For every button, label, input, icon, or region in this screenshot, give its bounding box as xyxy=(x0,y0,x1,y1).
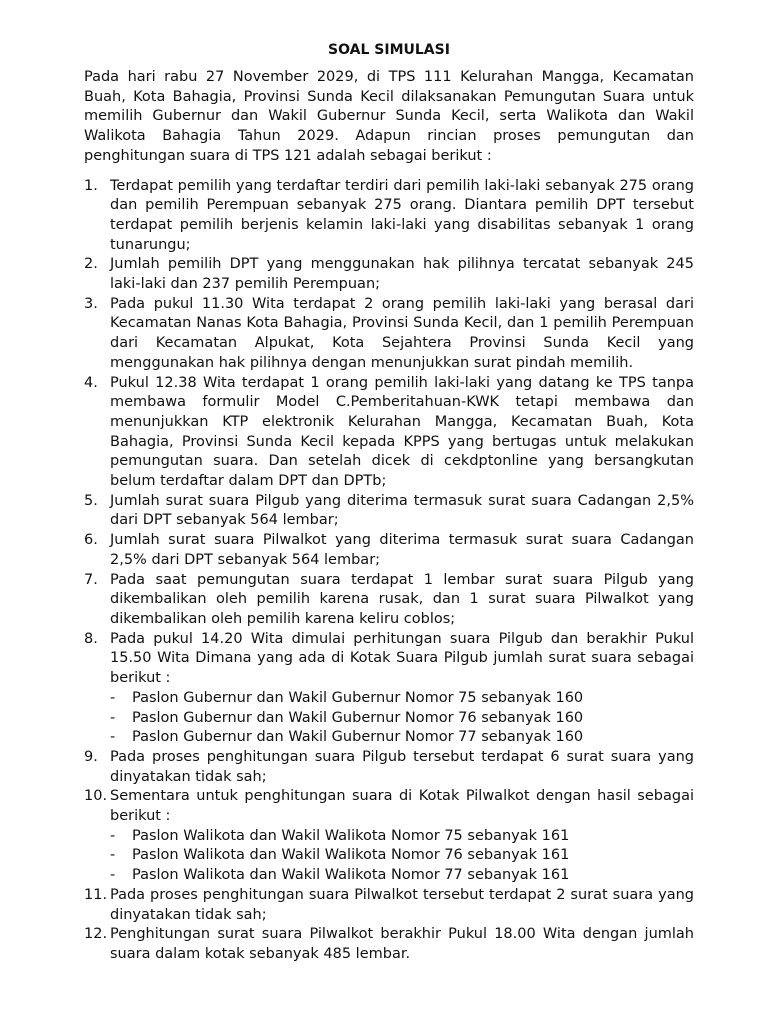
list-item-text: Jumlah pemilih DPT yang menggunakan hak pilihnya tercatat sebanyak 245 laki-laki dan 237 pemilih Perempuan; xyxy=(110,256,694,293)
list-item-text: Pada pukul 14.20 Wita dimulai perhitungan suara Pilgub dan berakhir Pukul 15.50 Wita Dimana yang ada di Kotak Suara Pilgub jumlah surat suara sebagai berikut : xyxy=(110,630,694,687)
sub-list-text: Paslon Walikota dan Wakil Walikota Nomor 77 sebanyak 161 xyxy=(132,867,570,884)
sub-list-text: Paslon Gubernur dan Wakil Gubernur Nomor 76 sebanyak 160 xyxy=(132,709,584,726)
list-item xyxy=(84,531,694,570)
list-item xyxy=(84,571,694,630)
list-item xyxy=(84,177,694,256)
sub-list xyxy=(110,689,694,748)
sub-list-marker: - xyxy=(110,709,116,726)
list-item-number: 12. xyxy=(84,926,108,943)
list-item-number: 2. xyxy=(84,256,98,273)
list-item-number: 4. xyxy=(84,374,98,391)
list-item-number: 11. xyxy=(84,886,108,903)
list-item-number: 9. xyxy=(84,748,98,765)
sub-list xyxy=(110,827,694,886)
list-item-number: 1. xyxy=(84,177,98,194)
list-item-number: 3. xyxy=(84,295,98,312)
list-item-text: Sementara untuk penghitungan suara di Kotak Pilwalkot dengan hasil sebagai berikut : xyxy=(110,788,694,825)
list-item xyxy=(84,374,694,492)
sub-list-marker: - xyxy=(110,867,116,884)
sub-list-item xyxy=(110,866,694,886)
list-item-text: Pada proses penghitungan suara Pilgub tersebut terdapat 6 surat suara yang dinyatakan tidak sah; xyxy=(110,748,694,785)
list-item xyxy=(84,630,694,748)
numbered-list xyxy=(84,177,694,965)
sub-list-item xyxy=(110,827,694,847)
list-item xyxy=(84,748,694,787)
document-title: SOAL SIMULASI xyxy=(328,42,450,58)
list-item xyxy=(84,255,694,294)
sub-list-item xyxy=(110,728,694,748)
list-item-text: Pada proses penghitungan suara Pilwalkot tersebut terdapat 2 surat suara yang dinyatakan tidak sah; xyxy=(110,886,694,923)
list-item xyxy=(84,787,694,886)
sub-list-marker: - xyxy=(110,847,116,864)
sub-list-text: Paslon Gubernur dan Wakil Gubernur Nomor 77 sebanyak 160 xyxy=(132,729,584,746)
sub-list-item xyxy=(110,709,694,729)
sub-list-text: Paslon Gubernur dan Wakil Gubernur Nomor 75 sebanyak 160 xyxy=(132,689,584,706)
list-item-number: 8. xyxy=(84,630,98,647)
sub-list-item xyxy=(110,689,694,709)
list-item-text: Jumlah surat suara Pilwalkot yang diterima termasuk surat suara Cadangan 2,5% dari DPT sebanyak 564 lembar; xyxy=(110,532,694,568)
list-item-text: Terdapat pemilih yang terdaftar terdiri dari pemilih laki-laki sebanyak 275 orang dan pemilih Perempuan sebanyak 275 orang. Diantara pemilih DPT tersebut terdapat pemilih berjenis kelamin laki-laki yang disabilitas sebanyak 1 orang tunarungu; xyxy=(110,177,694,253)
list-item-text: Pada saat pemungutan suara terdapat 1 lembar surat suara Pilgub yang dikembalikan oleh pemilih karena rusak, dan 1 surat suara Pilwalkot yang dikembalikan oleh pemilih karena keliru coblos; xyxy=(110,571,694,627)
sub-list-marker: - xyxy=(110,689,116,706)
list-item-number: 10. xyxy=(84,788,108,805)
list-item xyxy=(84,925,694,964)
sub-list-text: Paslon Walikota dan Wakil Walikota Nomor 76 sebanyak 161 xyxy=(132,847,570,864)
list-item-number: 7. xyxy=(84,571,98,588)
sub-list-marker: - xyxy=(110,729,116,746)
list-item-text: Pukul 12.38 Wita terdapat 1 orang pemilih laki-laki yang datang ke TPS tanpa membawa formulir Model C.Pemberitahuan-KWK tetapi membawa dan menunjukkan KTP elektronik Kelurahan Mangga, Kecamatan Buah, Kota Bahagia, Provinsi Sunda Kecil kepada KPPS yang bertugas untuk melakukan pemungutan suara. Dan setelah dicek di cekdptonline yang bersangkutan belum terdaftar dalam DPT dan DPTb; xyxy=(110,374,694,490)
sub-list-text: Paslon Walikota dan Wakil Walikota Nomor 75 sebanyak 161 xyxy=(132,827,570,844)
intro-paragraph: Pada hari rabu 27 November 2029, di TPS 111 Kelurahan Mangga, Kecamatan Buah, Kota Bahagia, Provinsi Sunda Kecil dilaksanakan Pemungutan Suara untuk memilih Gubernur dan Wakil Gubernur Sunda Kecil, serta Walikota dan Wakil Walikota Bahagia Tahun 2029. Adapun rincian proses pemungutan dan penghitungan suara di TPS 121 adalah sebagai berikut : xyxy=(84,69,694,164)
list-item-number: 5. xyxy=(84,492,98,509)
list-item-text: Jumlah surat suara Pilgub yang diterima termasuk surat suara Cadangan 2,5% dari DPT sebanyak 564 lembar; xyxy=(110,492,694,529)
list-item xyxy=(84,295,694,374)
list-item xyxy=(84,886,694,925)
list-item-number: 6. xyxy=(84,532,98,549)
list-item-text: Pada pukul 11.30 Wita terdapat 2 orang pemilih laki-laki yang berasal dari Kecamatan Nanas Kota Bahagia, Provinsi Sunda Kecil, dan 1 pemilih Perempuan dari Kecamatan Alpukat, Kota Sejahtera Provinsi Sunda Kecil yang menggunakan hak pilihnya dengan menunjukkan surat pindah memilih. xyxy=(110,295,694,371)
list-item-text: Penghitungan surat suara Pilwalkot berakhir Pukul 18.00 Wita dengan jumlah suara dalam kotak sebanyak 485 lembar. xyxy=(110,926,694,962)
sub-list-item xyxy=(110,846,694,866)
list-item xyxy=(84,492,694,531)
sub-list-marker: - xyxy=(110,827,116,844)
